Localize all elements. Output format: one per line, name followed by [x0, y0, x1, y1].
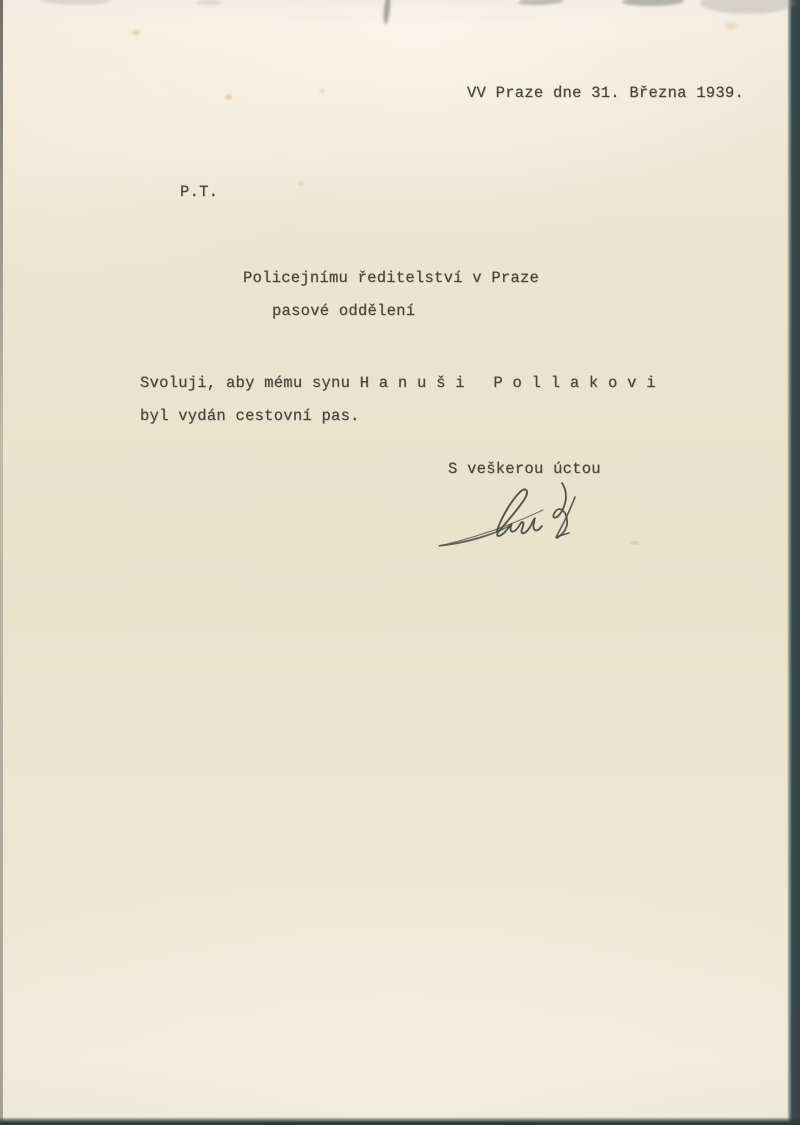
paper-stain: [130, 28, 142, 37]
paper-stain: [224, 93, 233, 101]
paper-stain: [318, 88, 326, 95]
handwritten-signature-icon: [425, 477, 615, 562]
paper-stain: [296, 180, 306, 187]
closing-line: S veškerou úctou: [448, 460, 601, 478]
smudge-mark: [196, 0, 222, 5]
salutation: P.T.: [180, 183, 219, 201]
date-line: VV Praze dne 31. Března 1939.: [467, 84, 744, 102]
scan-edge-bottom: [0, 1117, 800, 1125]
paper-stain: [722, 20, 740, 32]
scan-top-band: [0, 0, 800, 30]
scan-edge-left: [0, 0, 3, 1125]
scan-edge-right: [787, 0, 800, 1125]
recipient-line1: Policejnímu ředitelství v Praze: [243, 269, 540, 287]
body-line1: Svoluji, aby mému synu H a n u š i P o l l a k o v i: [140, 374, 656, 392]
paper-stain: [628, 540, 642, 546]
recipient-line2: pasové oddělení: [272, 302, 416, 320]
body-line2: byl vydán cestovní pas.: [140, 407, 360, 425]
